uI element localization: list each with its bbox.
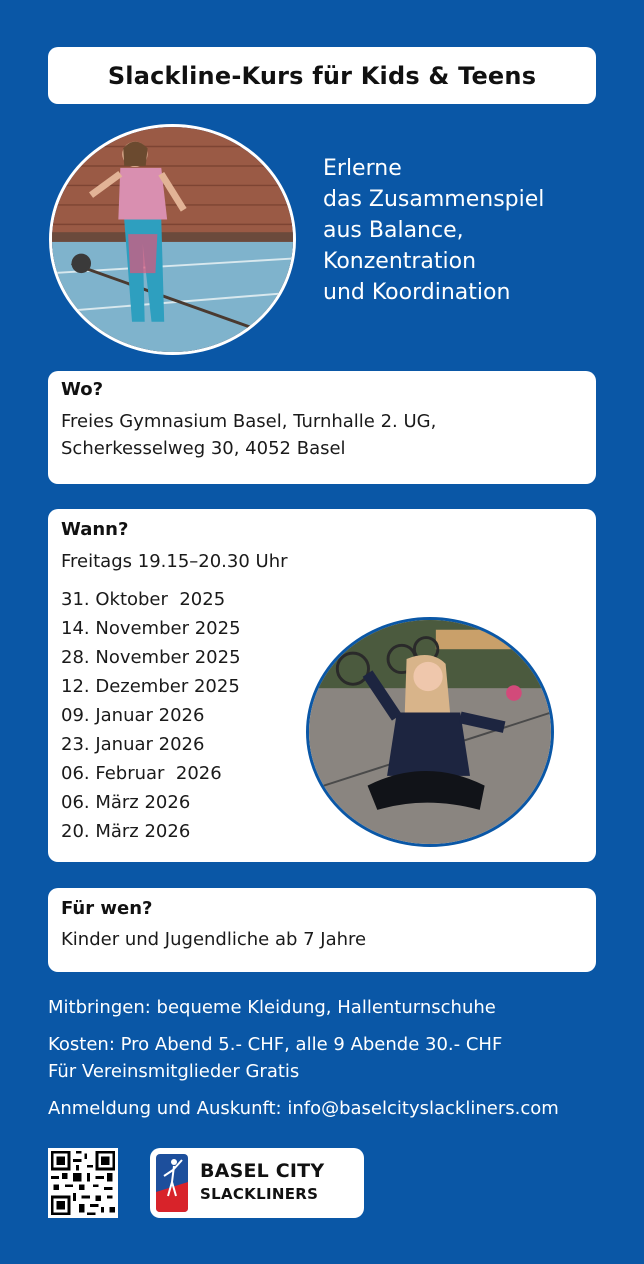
club-logo xyxy=(150,1148,364,1218)
audience-heading: Für wen? xyxy=(61,898,153,919)
date-item: 14. November 2025 xyxy=(61,618,241,639)
schedule-heading: Wann? xyxy=(61,519,129,540)
qr-code[interactable] xyxy=(48,1148,118,1218)
intro-line: Erlerne xyxy=(323,156,402,181)
date-item: 06. Februar 2026 xyxy=(61,763,222,784)
logo-line-2: SLACKLINERS xyxy=(200,1185,319,1203)
photo-girl-sitting-on-slackline xyxy=(306,617,554,847)
address-line-2: Scherkesselweg 30, 4052 Basel xyxy=(61,438,346,459)
page-title: Slackline-Kurs für Kids & Teens xyxy=(107,61,537,90)
intro-line: und Koordination xyxy=(323,280,511,305)
costs-text: Kosten: Pro Abend 5.- CHF, alle 9 Abende 30.- CHF xyxy=(48,1034,503,1055)
audience-text: Kinder und Jugendliche ab 7 Jahre xyxy=(61,929,367,950)
date-item: 28. November 2025 xyxy=(61,647,241,668)
intro-line: aus Balance, xyxy=(323,218,464,243)
date-item: 23. Januar 2026 xyxy=(61,734,205,755)
date-item: 31. Oktober 2025 xyxy=(61,589,226,610)
intro-line: Konzentration xyxy=(323,249,477,274)
logo-line-1: BASEL CITY xyxy=(200,1160,325,1182)
schedule-time: Freitags 19.15–20.30 Uhr xyxy=(61,551,288,572)
title-card xyxy=(48,47,596,104)
date-item: 06. März 2026 xyxy=(61,792,191,813)
audience-card xyxy=(48,888,596,972)
registration-contact[interactable]: Anmeldung und Auskunft: info@baselcityslackliners.com xyxy=(48,1098,559,1119)
address-line-1: Freies Gymnasium Basel, Turnhalle 2. UG, xyxy=(61,411,437,432)
location-heading: Wo? xyxy=(61,379,104,400)
date-item: 09. Januar 2026 xyxy=(61,705,205,726)
intro-text xyxy=(323,153,623,308)
photo-girl-on-slackline xyxy=(49,124,296,355)
intro-line: das Zusammenspiel xyxy=(323,187,545,212)
slackliner-logo-icon xyxy=(154,1152,190,1214)
bring-along-text: Mitbringen: bequeme Kleidung, Hallenturnschuhe xyxy=(48,997,496,1018)
location-card xyxy=(48,371,596,484)
location-address xyxy=(61,408,583,462)
date-item: 12. Dezember 2025 xyxy=(61,676,240,697)
members-free-text: Für Vereinsmitglieder Gratis xyxy=(48,1061,300,1082)
date-item: 20. März 2026 xyxy=(61,821,191,842)
